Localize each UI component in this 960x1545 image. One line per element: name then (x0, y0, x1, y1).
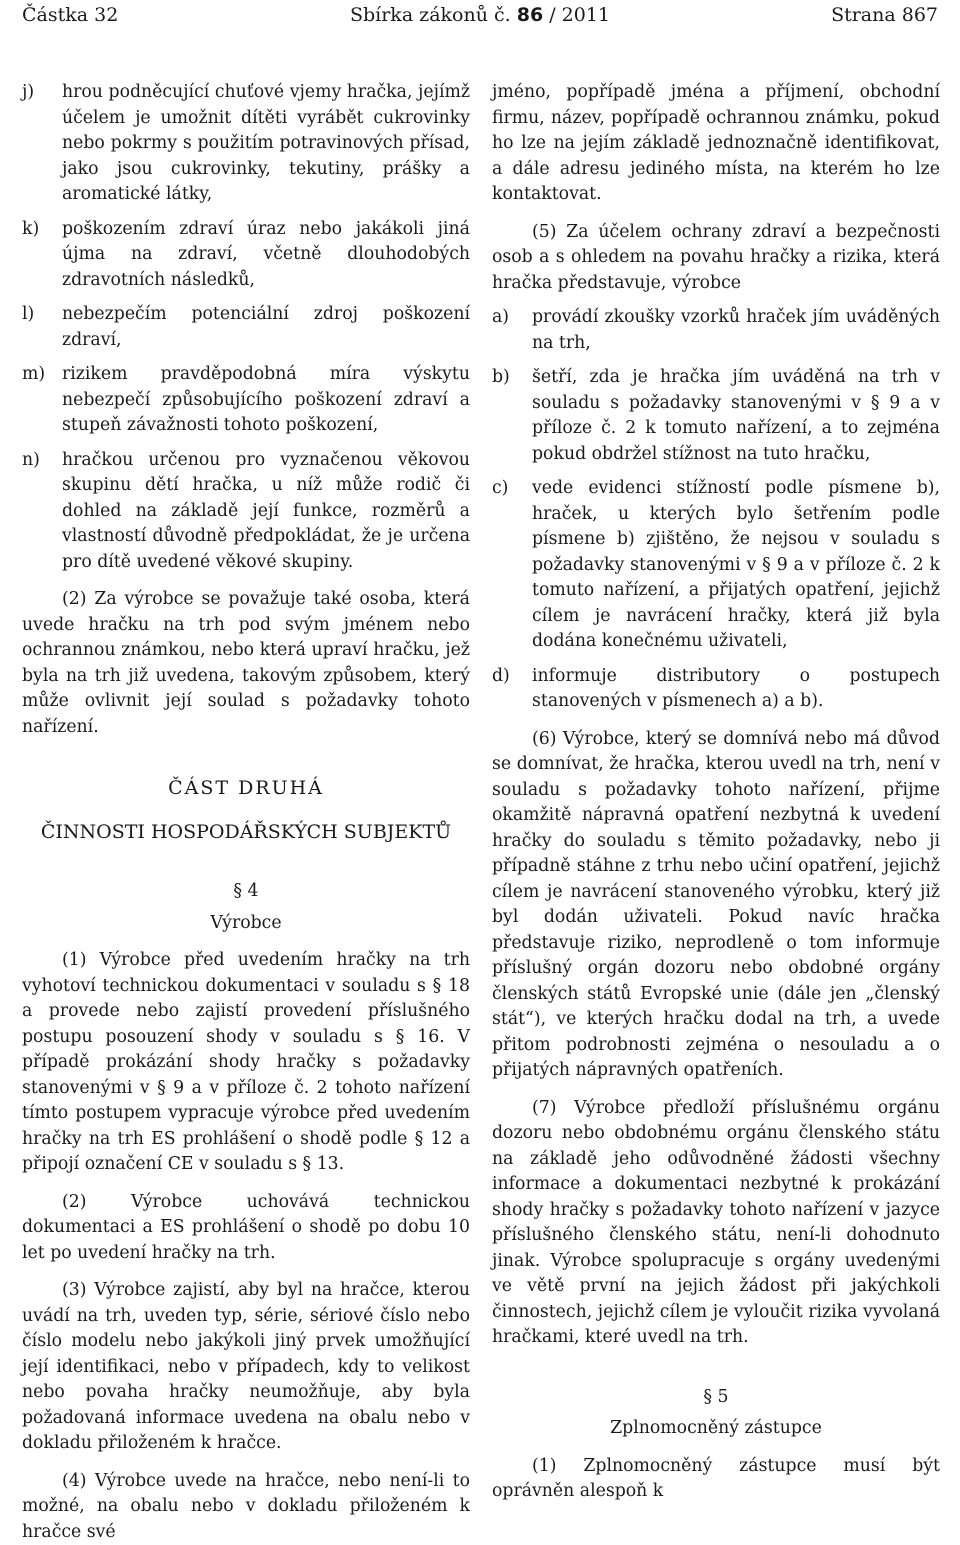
right-column (492, 80, 940, 1505)
item-text: vede evidenci stížností podle písmene b), hraček, u kterých bylo šetřením podle písmene b) zjištěno, že nejsou v souladu s požadavky stanovenými v § 9 a v příloze č. 2 k tomuto nařízení, a přijatých opatření, jejichž cílem je navrácení hračky, která již byla dodána konečnému uživateli, (532, 476, 940, 655)
item-text: nebezpečím potenciální zdroj poškození zdraví, (62, 302, 470, 353)
section-sign: § 4 (22, 879, 470, 905)
item-label: m) (22, 362, 62, 439)
left-column (22, 80, 470, 1545)
paragraph: (6) Výrobce, který se domnívá nebo má důvod se domnívat, že hračka, kterou uvedl na trh, není v souladu s požadavky tohoto nařízení, přijme okamžitě nápravná opatření nezbytná k uvedení hračky do souladu s těmito požadavky, nebo ji případně stáhne z trhu nebo učiní opatření, jejichž cílem je navrácení stanoveného výrobku, který již byl dodán uživateli. Pokud navíc hračka představuje riziko, neprodleně o tom informuje příslušný orgán dozoru nebo obdobné orgány členských států Evropské unie (dále jen „členský stát“), ve kterých hračku dodal na trh, a uvede přitom podrobnosti zejména o nesouladu a o přijatých nápravných opatřeních. (492, 727, 940, 1084)
item-label: l) (22, 302, 62, 353)
paragraph: (2) Za výrobce se považuje také osoba, která uvede hračku na trh pod svým jménem nebo ochrannou známkou, nebo která upraví hračku, jež byla na trh již uvedena, takovým způsobem, který může ovlivnit její soulad s požadavky tohoto nařízení. (22, 587, 470, 740)
paragraph: (2) Výrobce uchovává technickou dokumentaci a ES prohlášení o shodě po dobu 10 let po uvedení hračky na trh. (22, 1190, 470, 1267)
definition-item (22, 217, 470, 294)
paragraph-continuation: jméno, popřípadě jména a příjmení, obchodní firmu, název, popřípadě ochrannou známku, pokud ho lze na jejím základě jednoznačně identifikovat, a dále adresu jediného místa, na kterém ho lze kontaktovat. (492, 80, 940, 208)
definition-item (22, 80, 470, 208)
list-item (492, 305, 940, 356)
collection-number: 86 (517, 4, 543, 26)
definition-item (22, 448, 470, 576)
paragraph: (5) Za účelem ochrany zdraví a bezpečnosti osob a s ohledem na povahu hračky a rizika, která hračka představuje, výrobce (492, 220, 940, 297)
item-text: hrou podněcující chuťové vjemy hračka, jejímž účelem je umožnit dítěti vyrábět cukrovinky nebo pokrmy s použitím potravinových přísad, jako jsou cukrovinky, tekutiny, prášky a aromatické látky, (62, 80, 470, 208)
definition-item (22, 362, 470, 439)
item-text: rizikem pravděpodobná míra výskytu nebezpečí způsobujícího poškození zdraví a stupeň závažnosti tohoto poškození, (62, 362, 470, 439)
page-number: Strana 867 (831, 0, 938, 30)
page-header (0, 0, 960, 30)
item-text: hračkou určenou pro vyznačenou věkovou skupinu dětí hračka, u níž může rodič či dohled na základě její funkce, rozměrů a vlastností důvodně předpokládat, že je určena pro dítě uvedené věkové skupiny. (62, 448, 470, 576)
item-text: provádí zkoušky vzorků hraček jím uváděných na trh, (532, 305, 940, 356)
item-label: b) (492, 365, 532, 467)
issue-number: Částka 32 (22, 0, 118, 30)
item-label: c) (492, 476, 532, 655)
list-item (492, 664, 940, 715)
definition-item (22, 302, 470, 353)
part-heading: ČÁST DRUHÁ (22, 776, 470, 802)
paragraph: (4) Výrobce uvede na hračce, nebo není-li to možné, na obalu nebo v dokladu přiloženém k hračce své (22, 1469, 470, 1545)
section-title: Výrobce (22, 911, 470, 937)
item-label: d) (492, 664, 532, 715)
item-label: a) (492, 305, 532, 356)
paragraph: (7) Výrobce předloží příslušnému orgánu dozoru nebo obdobnému orgánu členského státu na základě jeho odůvodněné žádosti všechny informace a dokumentaci nezbytné k prokázání shody hračky s požadavky tohoto nařízení v jazyce příslušného členského státu, není-li dohodnuto jinak. Výrobce spolupracuje s orgány uvedenými ve větě první na jejich žádost při jakýchkoli činnostech, jejichž cílem je vyloučit rizika vyvolaná hračkami, které uvedl na trh. (492, 1096, 940, 1351)
item-text: šetří, zda je hračka jím uváděná na trh v souladu s požadavky stanovenými v § 9 a v příloze č. 2 k tomuto nařízení, a to zejména pokud obdržel stížnost na tuto hračku, (532, 365, 940, 467)
list-item (492, 476, 940, 655)
list-item (492, 365, 940, 467)
part-title: ČINNOSTI HOSPODÁŘSKÝCH SUBJEKTŮ (22, 820, 470, 846)
section-sign: § 5 (492, 1385, 940, 1411)
paragraph: (3) Výrobce zajistí, aby byl na hračce, kterou uvádí na trh, uveden typ, série, sériové číslo nebo číslo modelu nebo jakýkoli jiný prvek umožňující její identifikaci, nebo v případech, kdy to velikost nebo povaha hračky neumožňuje, aby byla požadovaná informace uvedena na obalu nebo v dokladu přiloženém k hračce. (22, 1278, 470, 1457)
item-text: informuje distributory o postupech stanovených v písmenech a) a b). (532, 664, 940, 715)
item-label: j) (22, 80, 62, 208)
section-title: Zplnomocněný zástupce (492, 1416, 940, 1442)
paragraph: (1) Zplnomocněný zástupce musí být oprávněn alespoň k (492, 1454, 940, 1505)
item-label: n) (22, 448, 62, 576)
item-text: poškozením zdraví úraz nebo jakákoli jiná újma na zdraví, včetně dlouhodobých zdravotních následků, (62, 217, 470, 294)
collection-title: Sbírka zákonů č. 86 / 2011 (0, 0, 960, 30)
paragraph: (1) Výrobce před uvedením hračky na trh vyhotoví technickou dokumentaci v souladu s § 18 a provede nebo zajistí provedení příslušného postupu posouzení shody v souladu s § 16. V případě prokázání shody hračky s požadavky stanovenými v § 9 a v příloze č. 2 tohoto nařízení tímto postupem vypracuje výrobce před uvedením hračky na trh ES prohlášení o shodě podle § 12 a připojí označení CE v souladu s § 13. (22, 948, 470, 1178)
item-label: k) (22, 217, 62, 294)
